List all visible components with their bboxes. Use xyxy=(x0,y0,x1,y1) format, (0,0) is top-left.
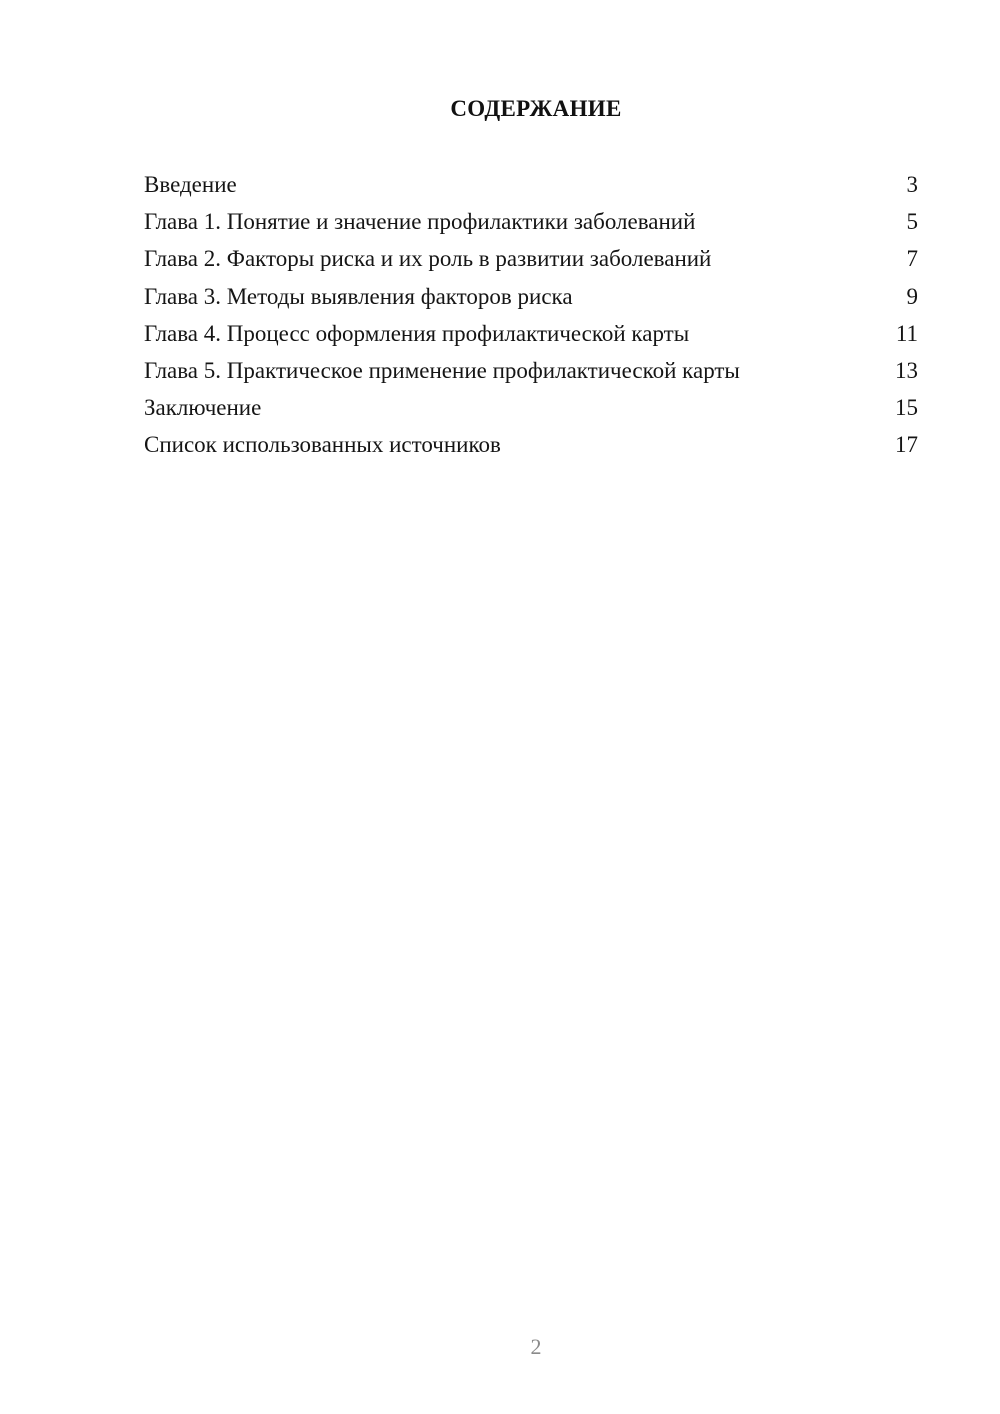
toc-entry-label: Список использованных источников xyxy=(144,432,501,458)
toc-entry-label: Глава 5. Практическое применение профилактической карты xyxy=(144,357,740,383)
toc-entry-page: 5 xyxy=(906,209,918,235)
toc-entry-label: Глава 1. Понятие и значение профилактики заболеваний xyxy=(144,209,696,235)
toc-entry-label: Глава 2. Факторы риска и их роль в развитии заболеваний xyxy=(144,246,712,272)
toc-entry-label: Введение xyxy=(144,172,237,197)
toc-entry-chapter-4[interactable] xyxy=(144,317,918,354)
toc-entry-label: Глава 3. Методы выявления факторов риска xyxy=(144,283,573,309)
page-number: 2 xyxy=(530,1334,542,1359)
toc-entry-chapter-3[interactable] xyxy=(144,280,918,317)
toc-entry-label: Заключение xyxy=(144,395,262,421)
toc-entry-page: 3 xyxy=(906,172,918,197)
toc-entry-introduction[interactable] xyxy=(144,168,918,205)
toc-entry-chapter-1[interactable] xyxy=(144,205,918,242)
table-of-contents xyxy=(144,168,918,466)
page-title: СОДЕРЖАНИЕ xyxy=(450,96,622,121)
toc-entry-page: 13 xyxy=(895,357,918,383)
toc-entry-page: 9 xyxy=(906,283,918,309)
toc-entry-label: Глава 4. Процесс оформления профилактической карты xyxy=(144,320,690,346)
toc-entry-chapter-2[interactable] xyxy=(144,242,918,279)
toc-entry-page: 7 xyxy=(906,246,918,272)
toc-entry-references[interactable] xyxy=(144,428,918,465)
toc-entry-page: 15 xyxy=(895,395,918,421)
toc-entry-page: 11 xyxy=(895,320,918,346)
toc-entry-chapter-5[interactable] xyxy=(144,354,918,391)
toc-entry-page: 17 xyxy=(895,432,918,458)
toc-entry-conclusion[interactable] xyxy=(144,391,918,428)
